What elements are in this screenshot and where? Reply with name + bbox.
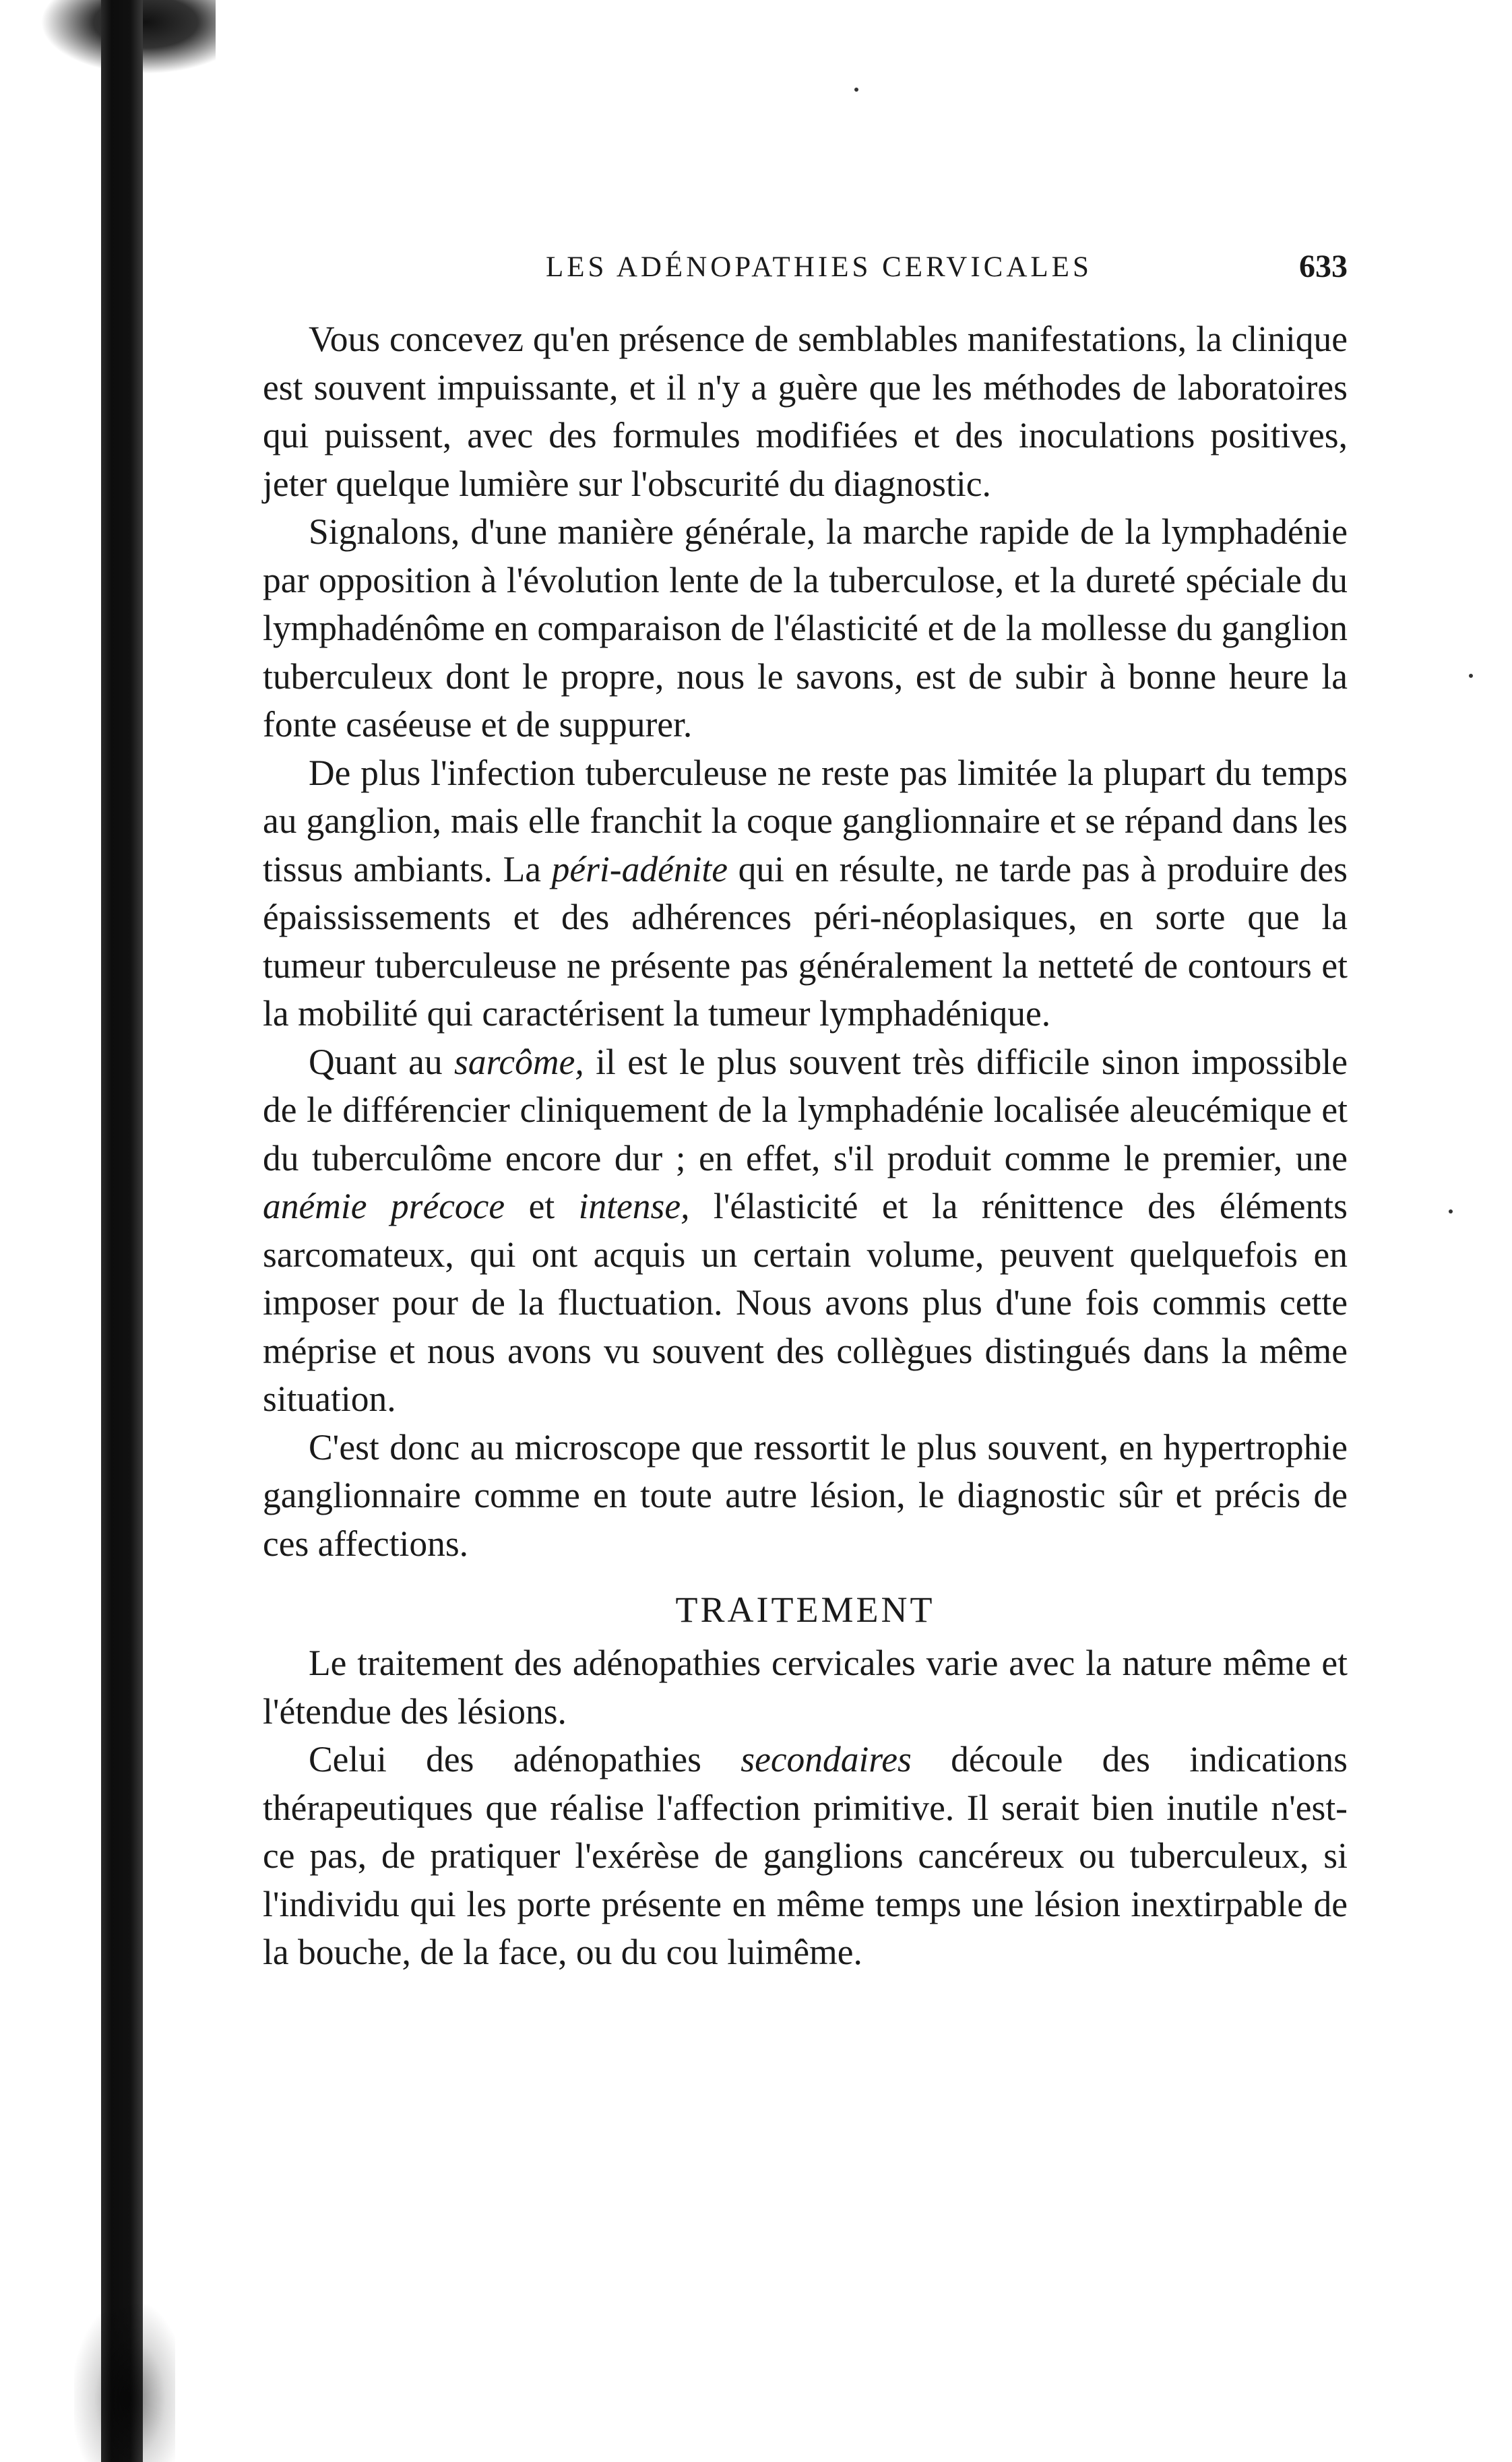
paragraph-text: et [505, 1186, 579, 1226]
page-header [263, 251, 1348, 291]
paragraph-text: Vous concevez qu'en présence de semblables manifestations, la clinique est souvent impuissante, et il n'y a guère que les méthodes de laboratoires qui puissent, avec des formules modifiées et des inoculations positives, jeter quelque lumière sur l'obscurité du diagnostic. [263, 319, 1348, 504]
page-number: 633 [1299, 249, 1348, 284]
binding-shadow-bottom [74, 2304, 175, 2462]
paragraph [263, 749, 1348, 1038]
page-body [263, 315, 1348, 1977]
paragraph [263, 1736, 1348, 1977]
paragraph-text: découle des indications thérapeutiques que réalise l'affection primitive. Il serait bien inutile n'est-ce pas, de pratiquer l'exérèse de ganglions cancéreux ou tuberculeux, si l'individu qui les porte présente en même temps une lésion inextirpable de la bouche, de la face, ou du cou luimême. [263, 1739, 1348, 1972]
running-title: LES ADÉNOPATHIES CERVICALES [546, 251, 1092, 283]
paragraph [263, 1424, 1348, 1569]
book-spine-shadow [101, 0, 143, 2462]
paragraph-text: il est le plus souvent très difficile sinon impossible de le différencier cliniquement de la lymphadénie localisée aleucémique et du tuberculôme encore dur ; en effet, s'il produit comme le premier, une [263, 1041, 1348, 1178]
paragraph [263, 1038, 1348, 1424]
paragraph-text: Quant au [309, 1041, 455, 1082]
italic-term: péri-adénite [551, 848, 728, 889]
italic-term: anémie précoce [263, 1186, 505, 1226]
paragraph [263, 508, 1348, 749]
italic-term: intense, [578, 1186, 690, 1226]
paragraph-text: qui en résulte, ne tarde pas à produire des épaississements et des adhérences péri-néoplasiques, en sorte que la tumeur tuberculeuse ne présente pas généralement la netteté de contours et la mobilité qui caractérisent la tumeur lymphadénique. [263, 848, 1348, 1034]
print-speck [1449, 1209, 1453, 1213]
paragraph-text: Le traitement des adénopathies cervicales varie avec la nature même et l'étendue des lésions. [263, 1643, 1348, 1732]
paragraph-text: C'est donc au microscope que ressortit le plus souvent, en hypertrophie ganglionnaire comme en toute autre lésion, le diagnostic sûr et précis de ces affections. [263, 1426, 1348, 1564]
paragraph [263, 1639, 1348, 1736]
paragraph [263, 315, 1348, 508]
paragraph-text: Signalons, d'une manière générale, la marche rapide de la lymphadénie par opposition à l'évolution lente de la tuberculose, et la dureté spéciale du lymphadénôme en comparaison de l'élasticité et de la mollesse du ganglion tuberculeux dont le propre, nous le savons, est de subir à bonne heure la fonte caséeuse et de suppurer. [263, 511, 1348, 745]
paragraph-text: l'élasticité et la rénittence des éléments sarcomateux, qui ont acquis un certain volume, peuvent quelquefois en imposer pour de la fluctuation. Nous avons plus d'une fois commis cette méprise et nous avons vu souvent des collègues distingués dans la même situation. [263, 1186, 1348, 1419]
print-speck [854, 88, 858, 92]
section-title: TRAITEMENT [675, 1589, 935, 1630]
paragraph-text: De plus l'infection tuberculeuse ne reste pas limitée la plupart du temps au ganglion, mais elle franchit la coque ganglionnaire et se répand dans les tissus ambiants. La [263, 752, 1348, 889]
print-speck [1469, 674, 1473, 678]
paragraph-text: Celui des adénopathies [309, 1739, 741, 1779]
italic-term: secondaires [741, 1739, 912, 1779]
italic-term: sarcôme, [454, 1041, 584, 1082]
